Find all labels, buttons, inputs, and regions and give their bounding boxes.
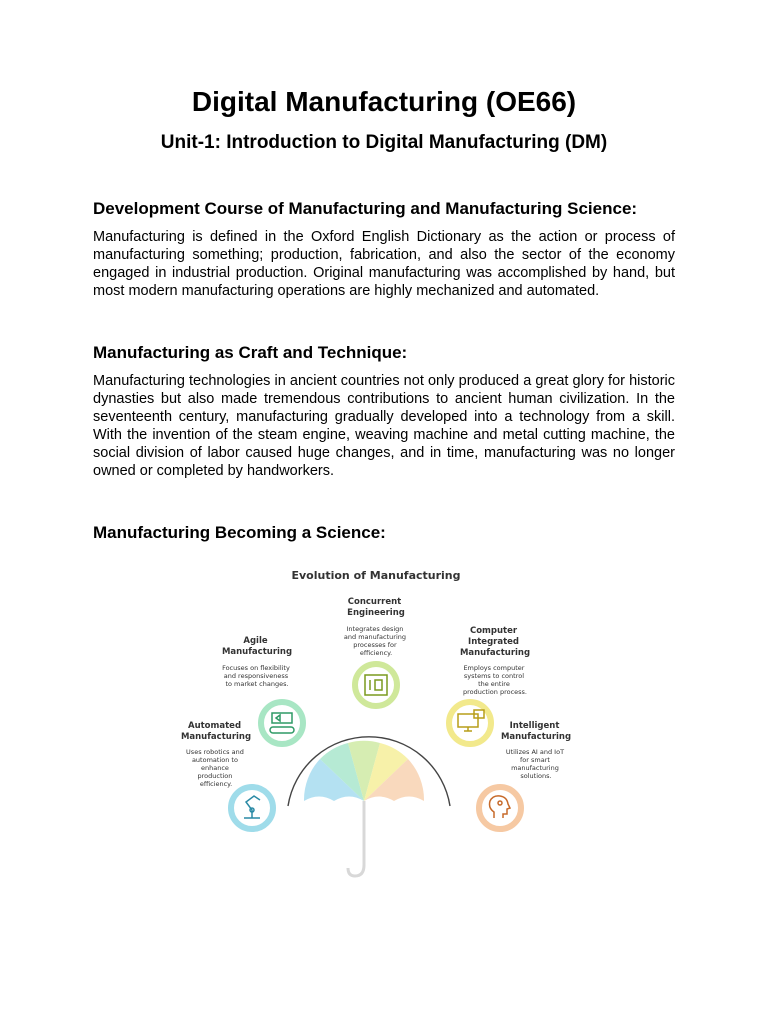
- section-heading-science: Manufacturing Becoming a Science:: [93, 523, 386, 542]
- stage-concurrent-desc: Integrates design and manufacturing processes for efficiency.: [343, 625, 407, 657]
- stage-agile-desc: Focuses on flexibility and responsiveness to market changes.: [222, 664, 290, 688]
- figure-title: Evolution of Manufacturing: [291, 569, 461, 582]
- stage-computer-integrated-circle: [449, 702, 491, 744]
- stage-concurrent-circle: [355, 664, 397, 706]
- stage-automated: [181, 721, 273, 829]
- section-heading-development: Development Course of Manufacturing and Manufacturing Science:: [93, 199, 638, 218]
- section-body-craft: Manufacturing technologies in ancient countries not only produced a great glory for historic dynasties but also made tremendous contributions to ancient human civilization. In the seventeenth century, manufacturing gradually developed into a technology from a skill. With the invention of the steam engine, weaving machine and metal cutting machine, the social division of labor caused huge changes, and in time, manufacturing was no longer owned or completed by handworkers.: [93, 373, 675, 479]
- section-heading-craft: Manufacturing as Craft and Technique:: [93, 343, 408, 362]
- stage-agile-name: Agile Manufacturing: [221, 636, 293, 657]
- stage-automated-name: Automated Manufacturing: [180, 721, 252, 742]
- stage-intelligent-desc: Utilizes AI and IoT for smart manufacturing solutions.: [505, 748, 565, 780]
- evolution-figure: [158, 560, 610, 890]
- umbrella-canopy: [304, 741, 424, 801]
- stage-concurrent: [344, 597, 408, 706]
- stage-intelligent-circle: [479, 787, 521, 829]
- stage-intelligent: [479, 721, 571, 829]
- document-title: Digital Manufacturing (OE66): [191, 86, 577, 117]
- stage-intelligent-name: Intelligent Manufacturing: [500, 721, 572, 742]
- section-body-development: Manufacturing is defined in the Oxford English Dictionary as the action or process of manufacturing something; production, fabrication, and also the sector of the economy engaged in industrial production. Original manufacturing was accomplished by hand, but most modern manufacturing operations are highly mechanized and automated.: [93, 229, 675, 299]
- stage-automated-desc: Uses robotics and automation to enhance production efficiency.: [186, 748, 244, 788]
- document-subtitle: Unit-1: Introduction to Digital Manufacturing (DM): [160, 132, 608, 153]
- stage-computer-integrated-name: Computer Integrated Manufacturing: [459, 626, 531, 658]
- stage-computer-integrated-desc: Employs computer systems to control the entire production process.: [462, 664, 528, 696]
- umbrella-handle: [348, 801, 364, 876]
- stage-concurrent-name: Concurrent Engineering: [347, 597, 405, 618]
